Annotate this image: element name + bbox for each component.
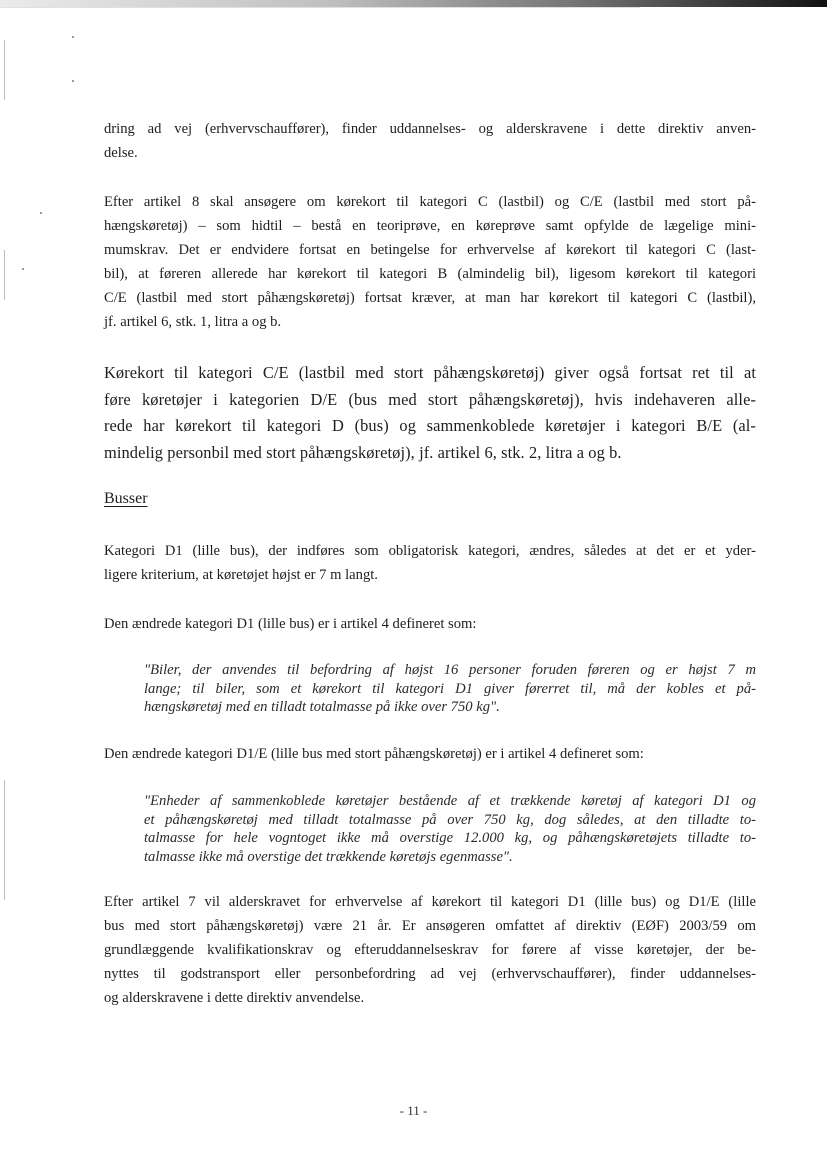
section-heading-busser: Busser bbox=[104, 490, 148, 507]
paragraph-7-line: grundlæggende kvalifikationskrav og efteruddannelseskrav for førere af visse køretøjer, der be- bbox=[104, 942, 756, 958]
paragraph-3 bbox=[104, 360, 756, 466]
paragraph-7 bbox=[104, 890, 756, 1010]
paragraph-4 bbox=[104, 539, 756, 587]
scan-speck bbox=[72, 80, 74, 82]
paragraph-2-line: Efter artikel 8 skal ansøgere om kørekort til kategori C (lastbil) og C/E (lastbil med stort på- bbox=[104, 194, 756, 210]
paragraph-2-line: jf. artikel 6, stk. 1, litra a og b. bbox=[104, 314, 282, 330]
quote-2-line: et påhængskøretøj med tilladt totalmasse på over 750 kg, dog således, at den tilladte to- bbox=[144, 811, 756, 828]
scan-speck bbox=[72, 36, 74, 38]
paragraph-3-line: mindelig personbil med stort påhængskøretøj), jf. artikel 6, stk. 2, litra a og b. bbox=[104, 442, 622, 462]
paragraph-7-line: Efter artikel 7 vil alderskravet for erhvervelse af kørekort til kategori D1 (lille bus) og D1/E (lille bbox=[104, 894, 756, 910]
paragraph-7-line: og alderskravene i dette direktiv anvendelse. bbox=[104, 990, 365, 1006]
scan-edge-mark bbox=[4, 250, 5, 300]
paragraph-2-line: hængskøretøj) – som hidtil – bestå en teoriprøve, en køreprøve samt opfylde de lægelige mini- bbox=[104, 218, 756, 234]
scan-speck bbox=[40, 212, 42, 214]
quote-2-line: "Enheder af sammenkoblede køretøjer bestående af et trækkende køretøj af kategori D1 og bbox=[144, 793, 756, 809]
quote-definition-d1e bbox=[144, 792, 756, 866]
scan-edge-mark bbox=[4, 780, 5, 900]
quote-1-line: lange; til biler, som et kørekort til kategori D1 giver førerret til, må der kobles et på- bbox=[144, 680, 756, 697]
paragraph-7-line: bus med stort påhængskøretøj) være 21 år. Er ansøgeren omfattet af direktiv (EØF) 2003/59 om bbox=[104, 918, 756, 934]
paragraph-6-line: Den ændrede kategori D1/E (lille bus med stort påhængskøretøj) er i artikel 4 defineret som: bbox=[104, 746, 644, 762]
paragraph-7-line: nyttes til godstransport eller personbefordring ad vej (erhvervschauffører), finder uddannelses- bbox=[104, 966, 756, 982]
paragraph-2-line: mumskrav. Det er endvidere fortsat en betingelse for erhvervelse af kørekort til kategori C (last- bbox=[104, 242, 756, 258]
page-number: - 11 - bbox=[399, 1103, 428, 1118]
quote-2-line: talmasse for hele vogntoget ikke må overstige 12.000 kg, og påhængskøretøjets tilladte to- bbox=[144, 830, 756, 846]
quote-2-line: talmasse ikke må overstige det trækkende køretøjs egenmasse". bbox=[144, 848, 513, 865]
paragraph-1 bbox=[104, 117, 756, 165]
quote-1-line: hængskøretøj med en tilladt totalmasse på ikke over 750 kg". bbox=[144, 699, 500, 715]
paragraph-4-line: ligere kriterium, at køretøjet højst er 7 m langt. bbox=[104, 567, 378, 583]
paragraph-3-line: rede har kørekort til kategori D (bus) og sammenkoblede køretøjer i kategori B/E (al- bbox=[104, 416, 756, 435]
paragraph-3-line: føre køretøjer i kategorien D/E (bus med stort påhængskøretøj), hvis indehaveren alle- bbox=[104, 389, 756, 409]
scan-border-shadow bbox=[0, 7, 640, 8]
paragraph-1-line: dring ad vej (erhvervschauffører), finder uddannelses- og alderskravene i dette direktiv anven- bbox=[104, 121, 756, 137]
paragraph-6 bbox=[104, 742, 756, 766]
paragraph-2-line: bil), at føreren allerede har kørekort til kategori B (almindelig bil), ligesom kørekort til kategori bbox=[104, 266, 756, 282]
scan-speck bbox=[22, 268, 24, 270]
paragraph-5 bbox=[104, 612, 756, 636]
paragraph-2 bbox=[104, 190, 756, 334]
paragraph-4-line: Kategori D1 (lille bus), der indføres som obligatorisk kategori, ændres, således at det er et yder- bbox=[104, 543, 756, 559]
scan-border-top bbox=[0, 0, 827, 7]
paragraph-3-line: Kørekort til kategori C/E (lastbil med stort påhængskøretøj) giver også fortsat ret til at bbox=[104, 363, 756, 382]
quote-definition-d1 bbox=[144, 661, 756, 717]
paragraph-2-line: C/E (lastbil med stort påhængskøretøj) fortsat kræver, at man har kørekort til kategori C (lastbil), bbox=[104, 290, 756, 306]
quote-1-line: "Biler, der anvendes til befordring af højst 16 personer foruden føreren og er højst 7 m bbox=[144, 662, 756, 678]
scan-edge-mark bbox=[4, 40, 5, 100]
paragraph-5-line: Den ændrede kategori D1 (lille bus) er i artikel 4 defineret som: bbox=[104, 616, 477, 632]
paragraph-1-line: delse. bbox=[104, 145, 138, 161]
